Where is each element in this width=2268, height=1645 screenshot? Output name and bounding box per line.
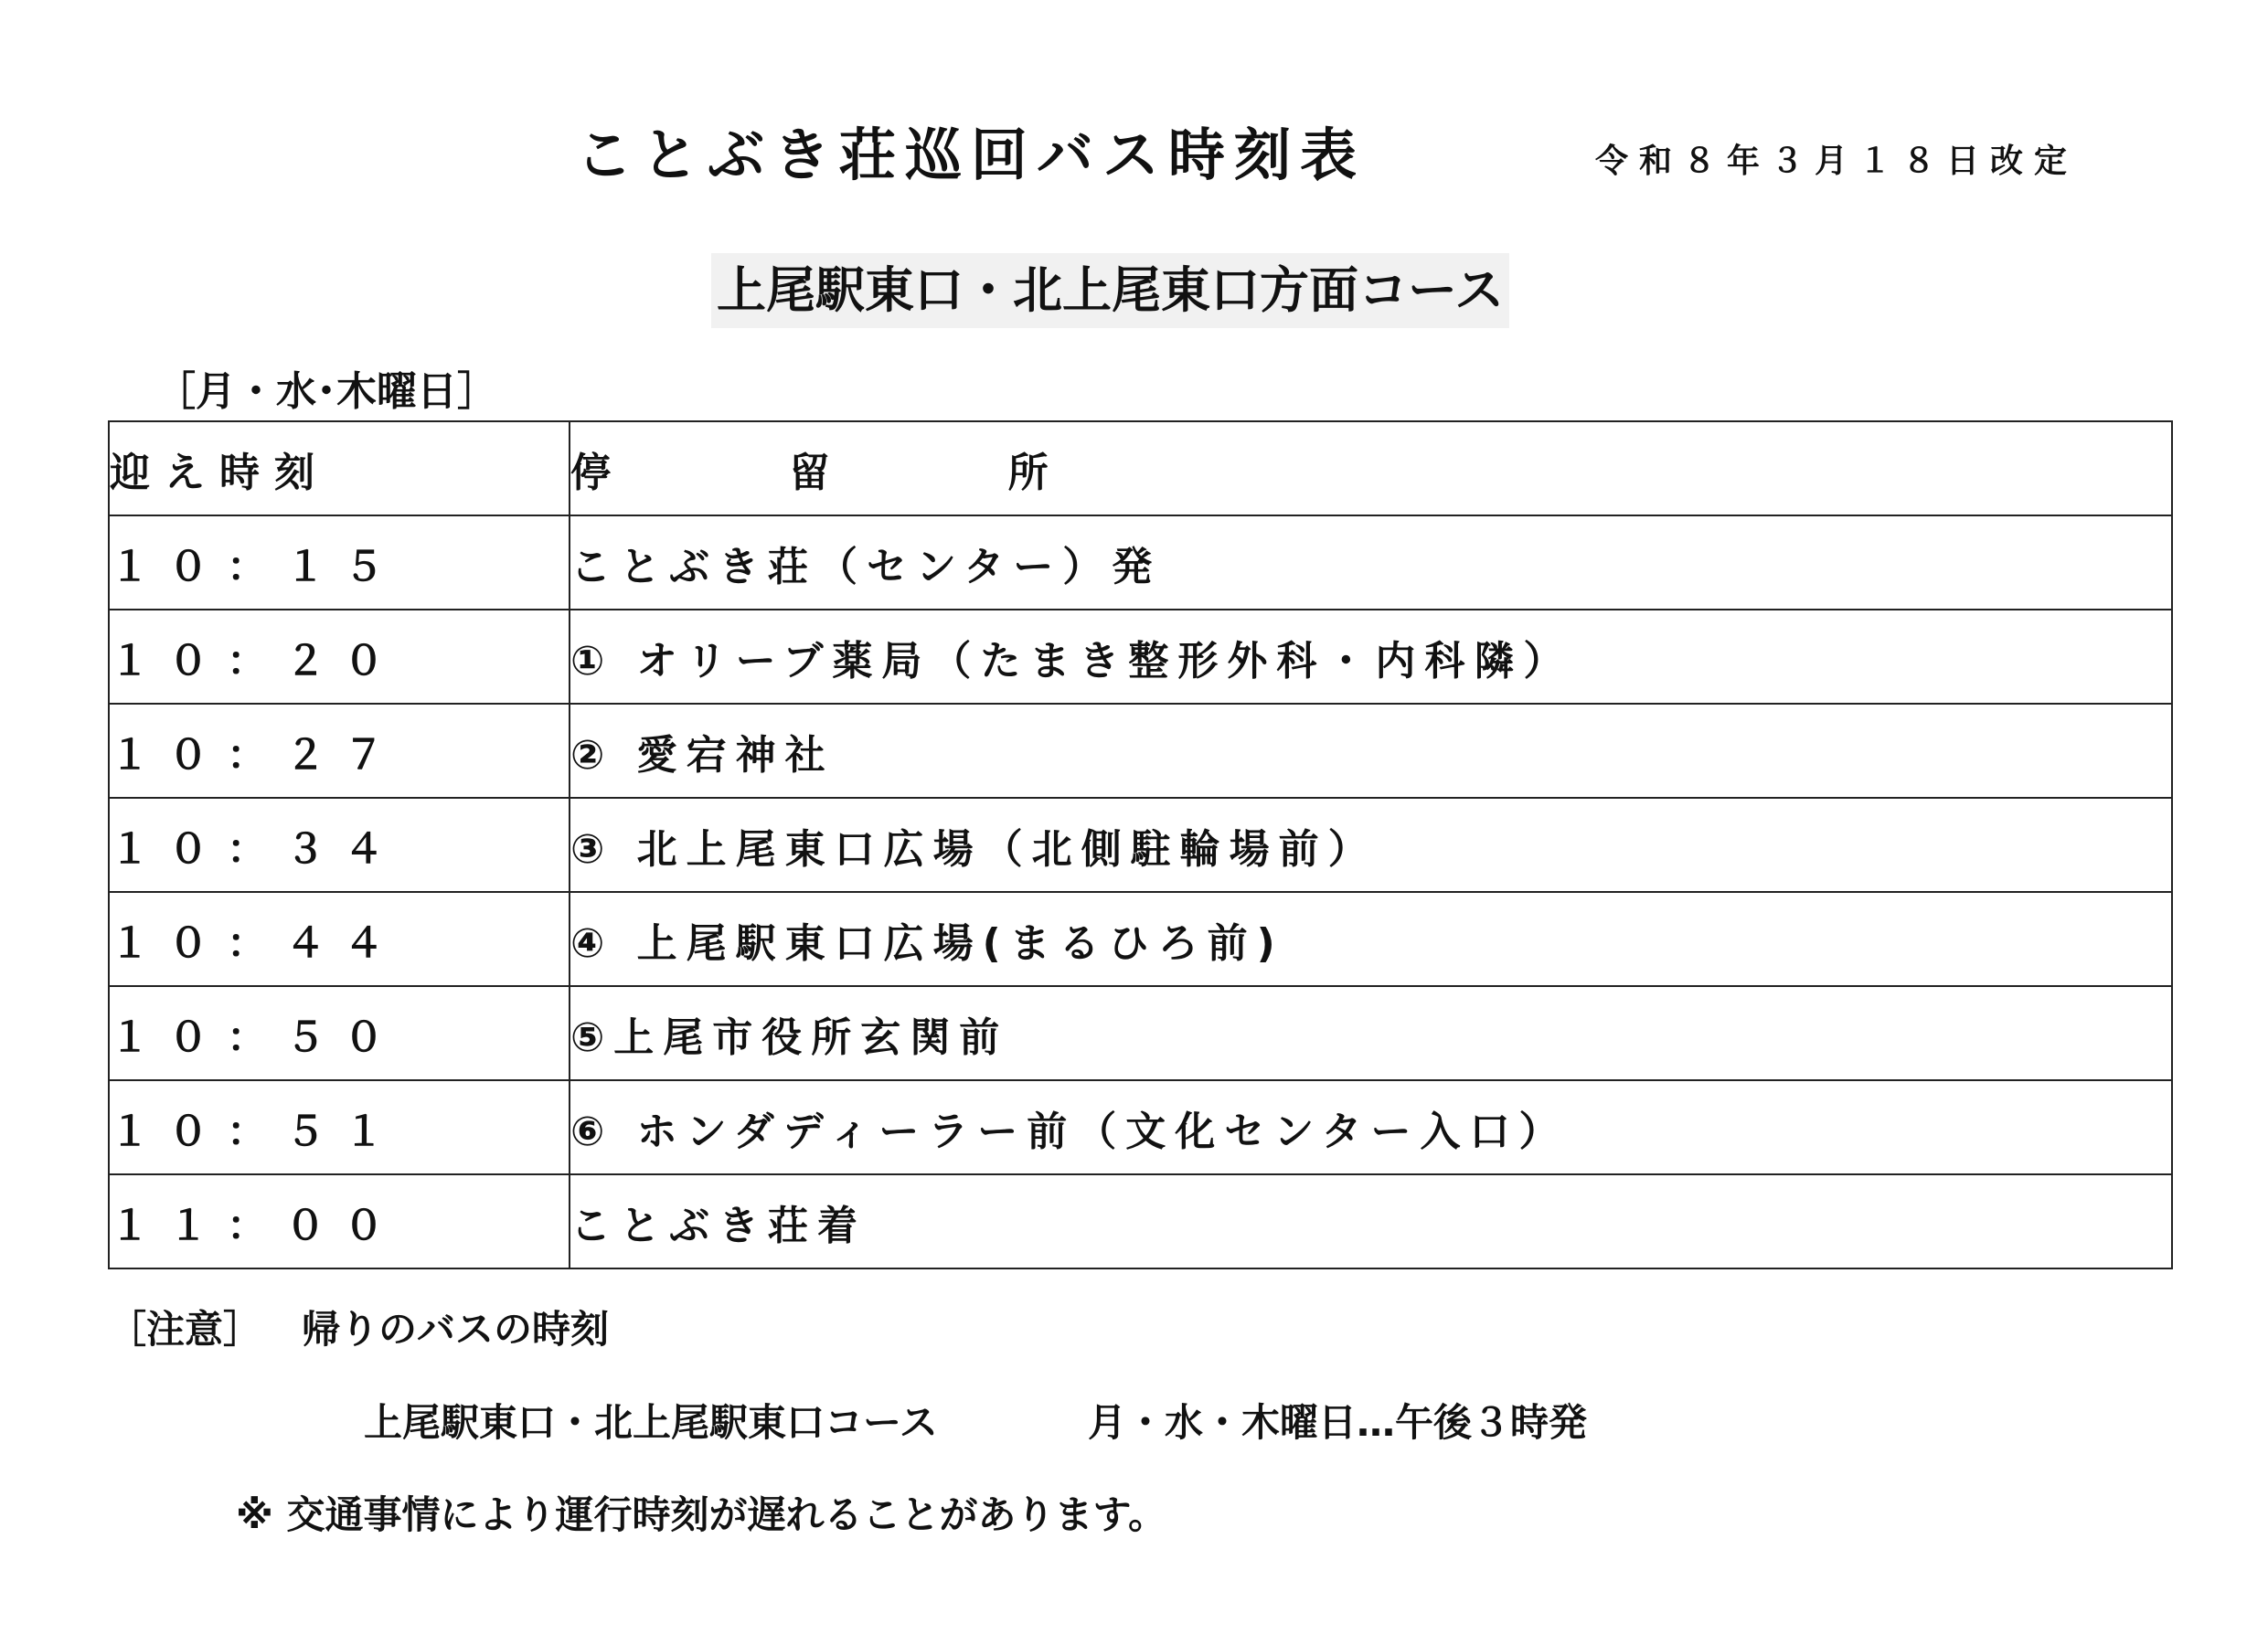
time-cell: １０：２７ bbox=[109, 704, 570, 798]
time-cell: １０：４４ bbox=[109, 892, 570, 986]
time-cell: １０：２０ bbox=[109, 610, 570, 704]
stop-header-char: 留 bbox=[789, 449, 830, 496]
table-row bbox=[109, 892, 2172, 986]
note-label: ［注意］ bbox=[108, 1307, 262, 1352]
return-course-text: 上尾駅東口・北上尾駅東口コース bbox=[364, 1400, 938, 1445]
table-row bbox=[109, 610, 2172, 704]
stop-cell: ことぶき荘（センター）発 bbox=[570, 515, 2172, 610]
page-title: ことぶき荘巡回バス時刻表 bbox=[576, 122, 1367, 188]
stop-cell: ④ 上尾駅東口広場(まるひろ前) bbox=[570, 892, 2172, 986]
course-title: 上尾駅東口・北上尾東口方面コース bbox=[711, 253, 1509, 328]
table-row bbox=[109, 704, 2172, 798]
return-time-text: 月・水・木曜日…午後３時発 bbox=[1088, 1400, 1588, 1445]
table-row bbox=[109, 798, 2172, 892]
delay-note: ※ 交通事情により運行時刻が遅れることがあります。 bbox=[236, 1492, 1167, 1537]
time-cell: １０：３４ bbox=[109, 798, 570, 892]
time-column-header: 迎え時刻 bbox=[109, 421, 570, 515]
schedule-table bbox=[108, 420, 2173, 1269]
time-cell: １１：００ bbox=[109, 1174, 570, 1268]
time-cell: １０：５０ bbox=[109, 986, 570, 1080]
stop-column-header bbox=[570, 421, 2172, 515]
time-cell: １０：１５ bbox=[109, 515, 570, 610]
revision-date: 令和８年３月１８日改定 bbox=[1595, 143, 2079, 180]
table-row bbox=[109, 1174, 2172, 1268]
table-row bbox=[109, 515, 2172, 610]
note-heading: 帰りのバスの時刻 bbox=[302, 1307, 610, 1352]
table-header-row bbox=[109, 421, 2172, 515]
stop-cell: ③ 北上尾東口広場（北側駐輪場前） bbox=[570, 798, 2172, 892]
day-label: ［月・水･木曜日］ bbox=[155, 368, 497, 415]
stop-header-char: 停 bbox=[570, 449, 611, 496]
stop-cell: ⑥ ホンダディーラー前（文化センター入口） bbox=[570, 1080, 2172, 1174]
time-cell: １０：５１ bbox=[109, 1080, 570, 1174]
stop-header-char: 所 bbox=[1007, 449, 1049, 496]
stop-cell: ⑤上尾市役所玄関前 bbox=[570, 986, 2172, 1080]
stop-cell: ② 愛宕神社 bbox=[570, 704, 2172, 798]
stop-cell: ① オリーブ薬局（たまき整形外科・内科隣） bbox=[570, 610, 2172, 704]
stop-cell: ことぶき荘着 bbox=[570, 1174, 2172, 1268]
table-row bbox=[109, 986, 2172, 1080]
table-row bbox=[109, 1080, 2172, 1174]
